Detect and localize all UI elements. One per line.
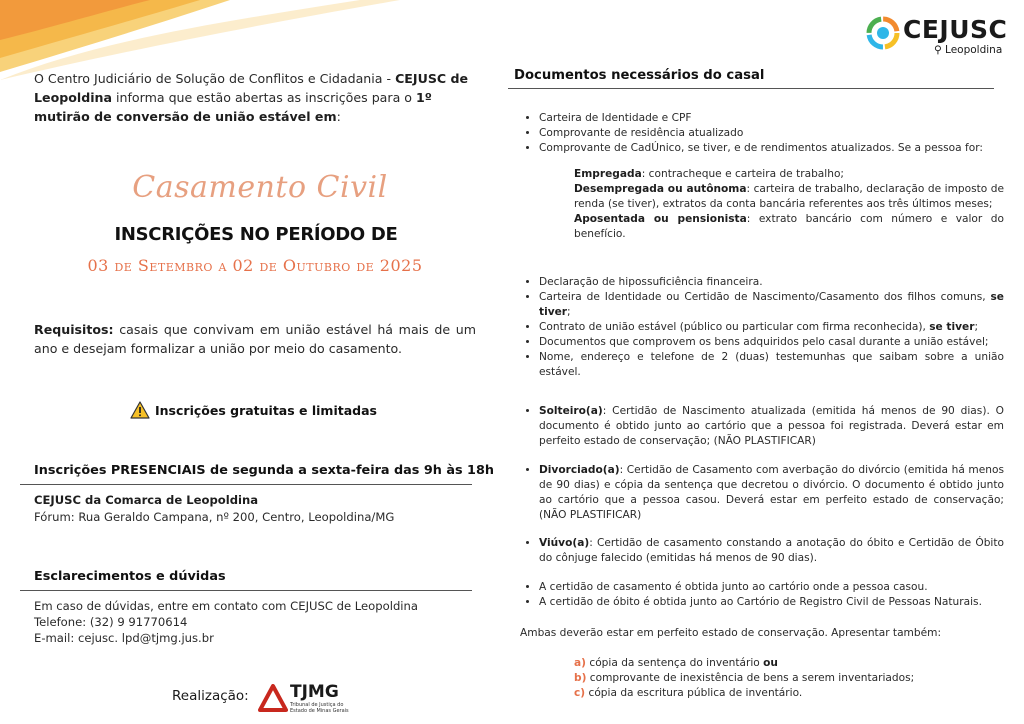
divider <box>20 484 472 485</box>
list-item: • A certidão de óbito é obtida junto ao Cartório de Registro Civil de Pessoas Naturais. <box>539 595 1004 610</box>
contact-line-1: Em caso de dúvidas, entre em contato com CEJUSC de Leopoldina <box>34 599 418 613</box>
intro-paragraph: O Centro Judiciário de Solução de Conflitos e Cidadania - CEJUSC de Leopoldina informa que estão abertas as inscrições para o 1º mutirão de conversão de união estável em: <box>34 71 469 124</box>
logo-location: ⚲ Leopoldina <box>934 44 1003 56</box>
tjmg-logo-sub: Tribunal de Justiça do Estado de Minas Gerais <box>290 702 349 714</box>
location-pin-icon: ⚲ <box>934 44 942 56</box>
cejusc-logo-icon <box>864 14 902 52</box>
documents-list-6 <box>514 580 1004 610</box>
list-item: c) cópia da escritura pública de inventário. <box>574 687 803 699</box>
list-item: • Comprovante de CadÚnico, se tiver, e de rendimentos atualizados. Se a pessoa for: <box>539 141 1004 156</box>
documents-list-5 <box>514 536 1004 566</box>
list-item: • Comprovante de residência atualizado <box>539 126 1004 141</box>
list-item: b) comprovante de inexistência de bens a serem inventariados; <box>574 672 915 684</box>
conservation-note: Ambas deverão estar em perfeito estado de conservação. Apresentar também: <box>520 627 942 639</box>
list-item: Empregada: contracheque e carteira de trabalho; <box>574 168 844 180</box>
presencial-heading: Inscrições PRESENCIAIS de segunda a sexta-feira das 9h às 18h <box>34 463 494 478</box>
income-sublist <box>514 167 1004 242</box>
list-item: Desempregada ou autônoma: carteira de trabalho, declaração de imposto de renda (se tiver), extratos da conta bancária referentes aos três últimos meses; <box>574 183 1005 210</box>
list-item: • Declaração de hipossuficiência financeira. <box>539 275 1004 290</box>
documents-list-4 <box>514 463 1004 523</box>
divider <box>508 88 994 89</box>
list-item: a) cópia da sentença do inventário ou <box>574 657 778 669</box>
logo-name: CEJUSC <box>903 15 1008 44</box>
list-item: • Carteira de Identidade ou Certidão de Nascimento/Casamento dos filhos comuns, se tiver; <box>539 290 1004 320</box>
decorative-swoosh <box>0 0 420 80</box>
contact-phone: Telefone: (32) 9 91770614 <box>34 615 188 629</box>
tjmg-logo-name: TJMG <box>290 682 339 702</box>
contact-email: E-mail: cejusc. lpd@tjmg.jus.br <box>34 631 214 645</box>
list-item: • Documentos que comprovem os bens adquiridos pelo casal durante a união estável; <box>539 335 1004 350</box>
list-item-divorciado: • Divorciado(a): Certidão de Casamento com averbação do divórcio (emitida há menos de 90 dias) e cópia da sentença que decretou o divórcio. O documento é obtido junto ao cartório que a pessoa casou. Deverá estar em perfeito estado de conservação; (NÃO PLASTIFICAR) <box>539 463 1004 523</box>
list-item: • Nome, endereço e telefone de 2 (duas) testemunhas que saibam sobre a união estável. <box>539 350 1004 380</box>
tjmg-logo-icon <box>258 684 288 712</box>
presencial-place: CEJUSC da Comarca de Leopoldina <box>34 493 259 507</box>
list-item: • A certidão de casamento é obtida junto ao cartório onde a pessoa casou. <box>539 580 1004 595</box>
documents-list-3 <box>514 404 1004 449</box>
list-item-viuvo: • Viúvo(a): Certidão de casamento constando a anotação do óbito e Certidão de Óbito do cônjuge falecido (emitidas há menos de 90 dias). <box>539 536 1004 566</box>
list-item: • Contrato de união estável (público ou particular com firma reconhecida), se tiver; <box>539 320 1004 335</box>
contact-heading: Esclarecimentos e dúvidas <box>34 569 226 584</box>
date-range: 03 de Setembro a 02 de Outubro de 2025 <box>87 256 423 275</box>
warning-icon <box>130 401 150 419</box>
list-item: • Carteira de Identidade e CPF <box>539 111 1004 126</box>
realizacao-label: Realização: <box>172 688 249 704</box>
registration-heading: INSCRIÇÕES NO PERÍODO DE <box>114 224 398 245</box>
list-item-solteiro: • Solteiro(a): Certidão de Nascimento atualizada (emitida há menos de 90 dias). O documento é obtido junto ao cartório que a pessoa foi registrada. Deverá estar em perfeito estado de conservação; (NÃO PLASTIFICAR) <box>539 404 1004 449</box>
requirements: Requisitos: casais que convivam em união estável há mais de um ano e desejam formalizar a união por meio do casamento. <box>34 322 476 356</box>
presencial-address: Fórum: Rua Geraldo Campana, nº 200, Centro, Leopoldina/MG <box>34 510 395 524</box>
divider <box>20 590 472 591</box>
documents-list-2 <box>514 275 1004 380</box>
documents-list-1 <box>514 111 1004 156</box>
list-item: Aposentada ou pensionista: extrato bancário com número e valor do benefício. <box>574 213 1005 240</box>
extra-documents <box>514 656 1004 701</box>
event-title: Casamento Civil <box>132 170 388 205</box>
documents-heading: Documentos necessários do casal <box>514 68 765 83</box>
free-notice: Inscrições gratuitas e limitadas <box>130 401 377 419</box>
